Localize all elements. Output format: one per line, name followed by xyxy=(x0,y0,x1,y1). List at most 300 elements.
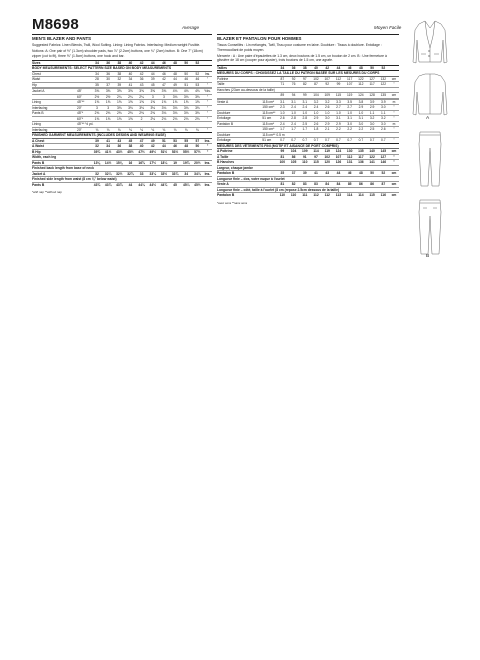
value-cell: 81 xyxy=(277,154,288,160)
value-cell: 48 xyxy=(181,144,192,150)
blazer-back-icon xyxy=(413,74,447,115)
view-b-label: B xyxy=(426,254,430,259)
pattern-number: M8698 xyxy=(32,16,79,33)
value-cell: 47½ xyxy=(136,149,147,155)
value-cell: 87 xyxy=(277,76,288,82)
value-cell: 1⅝ xyxy=(147,100,158,106)
value-cell: 15⅛ xyxy=(114,160,125,166)
value-cell: 42 xyxy=(147,144,158,150)
size-cell: 44 xyxy=(333,65,344,71)
row-label: A Taille xyxy=(217,154,262,160)
value-cell: 35 xyxy=(91,82,102,88)
value-cell: 3⅛ xyxy=(158,105,169,111)
unit-cell: cm xyxy=(389,93,399,99)
value-cell: 114 xyxy=(355,193,366,198)
value-cell: 3.5 xyxy=(344,99,355,105)
row-sub-label: 150 cm* xyxy=(262,127,276,133)
value-cell: 0.7 xyxy=(367,138,378,144)
value-cell: 40 xyxy=(125,71,136,77)
row-label: Lining xyxy=(32,100,77,106)
unit-cell: Ins. xyxy=(204,182,211,187)
value-cell: 3.3 xyxy=(333,99,344,105)
value-cell: 33 xyxy=(136,171,147,177)
value-cell: 3 xyxy=(147,94,158,100)
value-cell: ⅛ xyxy=(103,127,114,133)
row-label: B Hanches xyxy=(217,160,262,166)
value-cell: 3⅛ xyxy=(169,94,180,100)
row-sub-label xyxy=(262,193,276,198)
value-cell: 3⅛ xyxy=(181,105,192,111)
value-cell: 1⅝ xyxy=(125,100,136,106)
value-cell: 38 xyxy=(114,71,125,77)
value-cell: 46 xyxy=(181,77,192,83)
value-cell: 122 xyxy=(367,154,378,160)
value-cell: 86 xyxy=(367,182,378,188)
value-cell: 2¼ xyxy=(114,94,125,100)
value-cell: 2½ xyxy=(91,94,102,100)
value-cell: 1.0 xyxy=(288,110,299,116)
unit-cell: " xyxy=(389,110,399,116)
value-cell: 32 xyxy=(114,77,125,83)
value-cell: 44 xyxy=(333,171,344,177)
value-cell: 2.9 xyxy=(367,105,378,111)
value-cell: 45 xyxy=(125,138,136,144)
value-cell: 47 xyxy=(136,138,147,144)
value-cell: 83 xyxy=(299,182,310,188)
value-cell: 2.2 xyxy=(344,127,355,133)
value-cell: 30 xyxy=(103,77,114,83)
value-cell: 44¼ xyxy=(136,182,147,187)
value-cell: ⅛ xyxy=(114,127,125,133)
difficulty-fr: Moyen Facile xyxy=(374,25,402,30)
table-heading: BODY MEASUREMENTS: SELECT PATTERN SIZE BASED ON BODY MEASUREMENTS xyxy=(32,66,212,72)
size-cell: 50 xyxy=(367,65,378,71)
unit-cell: Ins. xyxy=(204,171,211,176)
table-row xyxy=(217,193,399,198)
value-cell: 84 xyxy=(333,182,344,188)
value-cell: 2⅜ xyxy=(114,111,125,117)
value-cell: 13⅛ xyxy=(91,160,102,166)
value-cell: 2⅜ xyxy=(125,111,136,117)
value-cell: 115 xyxy=(333,93,344,99)
value-cell: 3⅛ xyxy=(169,105,180,111)
row-label: Doublure xyxy=(217,110,262,116)
value-cell: 2.2 xyxy=(355,127,366,133)
value-cell: 45½ xyxy=(192,182,203,187)
value-cell: 32¼ xyxy=(103,171,114,177)
unit-cell: cm xyxy=(389,149,399,155)
value-cell: 3.9 xyxy=(367,99,378,105)
table-heading: MESURES DES VÊTEMENTS FINI (MOTIF ET AISANCE DE PORT COMPRIS) xyxy=(217,143,399,149)
row-label: Width, each leg xyxy=(32,155,212,161)
value-cell: 0.7 xyxy=(310,138,321,144)
value-cell: 3.1 xyxy=(277,99,288,105)
size-cell: 46 xyxy=(344,65,355,71)
value-cell: 127 xyxy=(367,76,378,82)
value-cell: 105 xyxy=(288,160,299,166)
value-cell: 46 xyxy=(344,171,355,177)
value-cell: 19 xyxy=(169,160,180,166)
value-cell: 117 xyxy=(344,76,355,82)
value-cell: 107 xyxy=(333,154,344,160)
value-cell: 112 xyxy=(333,76,344,82)
size-cell: 48 xyxy=(355,65,366,71)
notions-paragraph: Mercerie : A : Une paire d'épaulettes de 1.3 cm, deux boutons de 1.5 cm, un bouton de 2 cm. B : Une fermeture à glissière de 18 cm (couper pour ajuster), trois boutons de 1.5 cm, une agrafe. xyxy=(217,53,387,63)
unit-cell: " xyxy=(389,105,399,111)
value-cell: 1.0 xyxy=(299,110,310,116)
notions-paragraph: Notions: A: One pair of ½" (1.3cm) shoulder pads, two ⅞" (2.2cm) buttons, one ¾" (2cm) button. B: One 7" (18cm) zipper (cut to fit), three ⅝" (1.5cm) buttons, one hook and bar. xyxy=(32,49,203,58)
value-cell: 35 xyxy=(277,171,288,177)
value-cell: 110 xyxy=(288,193,299,198)
value-cell: 2⅜ xyxy=(147,111,158,117)
size-cell: 36 xyxy=(288,65,299,71)
unit-cell: " xyxy=(203,100,212,106)
pants-front-icon xyxy=(419,132,441,186)
value-cell: 107 xyxy=(322,76,333,82)
value-cell: 2⅜ xyxy=(136,111,147,117)
value-cell: 34 xyxy=(181,171,192,177)
value-cell: 140 xyxy=(367,149,378,155)
size-cell: 34 xyxy=(277,65,288,71)
size-cell: 52 xyxy=(192,60,203,66)
value-cell: 3.0 xyxy=(378,105,389,111)
unit-cell: " xyxy=(203,149,212,155)
value-cell: 1⅝ xyxy=(91,116,102,122)
value-cell: 46 xyxy=(158,71,169,77)
row-label: Poitrine xyxy=(217,76,262,82)
value-cell: 2.9 xyxy=(355,105,366,111)
value-cell: 43¾ xyxy=(114,182,125,187)
unit-cell: Ins. xyxy=(204,71,211,76)
value-cell: 3.0 xyxy=(344,121,355,127)
value-cell: 0.7 xyxy=(277,138,288,144)
value-cell: 3 xyxy=(103,105,114,111)
value-cell: 1⅝ xyxy=(181,100,192,106)
value-cell: 36 xyxy=(136,77,147,83)
unit-cell: " xyxy=(203,127,212,133)
size-cell: 44 xyxy=(147,60,158,66)
row-label: Finished side length from waist (8 cm ⅛" below waist) xyxy=(32,177,212,183)
value-cell: 4⅛ xyxy=(192,89,203,95)
value-cell: 3.1 xyxy=(344,116,355,122)
unit-cell: " xyxy=(389,138,399,144)
fabrics-paragraph: Tissus Conseillés : Lin mélangés, Twill, Tissu pour costume en laine. Doublure : Tissus à doublure. Entoilage : Thermocollant de poids moyen. xyxy=(217,43,382,52)
value-cell: 2.6 xyxy=(310,121,321,127)
value-cell: 104 xyxy=(310,93,321,99)
value-cell: 115 xyxy=(310,160,321,166)
unit-cell: " xyxy=(203,116,212,122)
value-cell: 32½ xyxy=(114,171,125,177)
size-cell: 40 xyxy=(125,60,136,66)
value-cell: ⅛ xyxy=(169,127,180,133)
value-cell: 3⅛ xyxy=(158,111,169,117)
value-cell: 83 xyxy=(310,182,321,188)
value-cell: 1⅝ xyxy=(136,100,147,106)
value-cell: 82 xyxy=(299,82,310,88)
value-cell: 113 xyxy=(333,193,344,198)
value-cell: 3⅛ xyxy=(125,105,136,111)
value-cell: 87 xyxy=(378,182,389,188)
value-cell: 20½ xyxy=(192,160,203,166)
row-sub-label: 45"** ½ yd. xyxy=(77,122,212,128)
value-cell: 0.7 xyxy=(333,138,344,144)
value-cell: 2.5 xyxy=(299,121,310,127)
value-cell: 0.7 xyxy=(288,138,299,144)
size-cell: 42 xyxy=(322,65,333,71)
value-cell: 2.6 xyxy=(277,116,288,122)
table-heading-row xyxy=(217,71,399,77)
value-cell: 34¼ xyxy=(192,171,203,177)
value-cell: 1.0 xyxy=(344,110,355,116)
value-cell: 0.7 xyxy=(378,138,389,144)
value-cell: 4⅛ xyxy=(169,89,180,95)
value-cell: 126 xyxy=(333,160,344,166)
sketch-art xyxy=(405,18,455,268)
value-cell: 33½ xyxy=(158,171,169,177)
value-cell: 19¾ xyxy=(181,160,192,166)
value-cell: 99 xyxy=(299,93,310,99)
value-cell: 44¾ xyxy=(158,182,169,187)
row-sub-label: 51 cm xyxy=(262,116,276,122)
value-cell: 2⅛ xyxy=(181,116,192,122)
value-cell: 2.4 xyxy=(299,105,310,111)
value-cell: 33¼ xyxy=(147,171,158,177)
value-cell: 33¾ xyxy=(169,171,180,177)
value-cell: 120 xyxy=(322,160,333,166)
value-cell: 0.7 xyxy=(299,138,310,144)
value-cell: 110 xyxy=(299,160,310,166)
value-cell: 1⅝ xyxy=(114,100,125,106)
footnote: *with nap **without nap xyxy=(32,190,62,195)
value-cell: 1⅝ xyxy=(103,100,114,106)
value-cell: 111 xyxy=(299,193,310,198)
value-cell: 1.7 xyxy=(277,127,288,133)
value-cell: 50 xyxy=(181,71,192,77)
value-cell: 2.3 xyxy=(277,105,288,111)
value-cell: 1.0 xyxy=(277,110,288,116)
value-cell: 28 xyxy=(91,77,102,83)
value-cell: 2.6 xyxy=(322,105,333,111)
value-cell: 3⅛ xyxy=(147,105,158,111)
value-cell: 41 xyxy=(310,171,321,177)
value-cell: 1⅝ xyxy=(158,100,169,106)
value-cell: 40 xyxy=(136,144,147,150)
value-cell: 50 xyxy=(367,171,378,177)
value-cell: 2.8 xyxy=(299,116,310,122)
value-cell: 124 xyxy=(333,149,344,155)
value-cell: 3⅝ xyxy=(125,89,136,95)
value-cell: 32¾ xyxy=(125,171,136,177)
row-sub-label: 20" xyxy=(77,105,91,111)
value-cell: 53½ xyxy=(169,149,180,155)
value-cell: 141 xyxy=(367,160,378,166)
row-sub-label: 60" xyxy=(77,94,91,100)
value-cell: 39 xyxy=(299,171,310,177)
size-cell: 40 xyxy=(310,65,321,71)
value-cell: 112 xyxy=(322,193,333,198)
value-cell: 1.0 xyxy=(333,110,344,116)
row-label: Waist xyxy=(32,77,77,83)
value-cell: 53 xyxy=(192,82,203,88)
row-label: A Waist xyxy=(32,144,77,150)
unit-cell: " xyxy=(203,111,212,117)
unit-cell: " xyxy=(203,105,212,111)
row-label: Veste A xyxy=(217,99,262,105)
value-cell: 97 xyxy=(310,154,321,160)
value-cell: 44 xyxy=(158,144,169,150)
value-cell: 122 xyxy=(355,76,366,82)
value-cell: 2½ xyxy=(103,94,114,100)
value-cell: 14½ xyxy=(103,160,114,166)
value-cell: 3⅛ xyxy=(114,105,125,111)
row-label: Taille xyxy=(217,82,262,88)
value-cell: 32 xyxy=(91,171,102,177)
value-cell: 2¼ xyxy=(136,94,147,100)
value-cell: 2¼ xyxy=(125,94,136,100)
value-cell: 1⅝ xyxy=(169,100,180,106)
size-cell: 46 xyxy=(158,60,169,66)
value-cell: 36 xyxy=(103,71,114,77)
value-cell: 117 xyxy=(355,154,366,160)
value-cell: 119 xyxy=(344,93,355,99)
value-cell: 48 xyxy=(355,171,366,177)
row-label: Lining xyxy=(32,122,77,128)
row-sub-label: 51 cm xyxy=(262,138,276,144)
value-cell: 3⅛ xyxy=(192,111,203,117)
technical-sketches xyxy=(405,18,455,273)
value-cell: 43 xyxy=(114,138,125,144)
value-cell: 43¾ xyxy=(103,182,114,187)
value-cell: 3.2 xyxy=(310,99,321,105)
row-sub-label: 60"* xyxy=(77,116,91,122)
value-cell: 116 xyxy=(378,193,389,198)
value-cell: 3.0 xyxy=(322,116,333,122)
value-cell: 109 xyxy=(299,149,310,155)
value-cell: 3.9 xyxy=(378,99,389,105)
value-cell: 2.6 xyxy=(378,127,389,133)
french-column xyxy=(217,34,399,205)
value-cell: 117 xyxy=(367,82,378,88)
value-cell: 38 xyxy=(125,144,136,150)
value-cell: 43 xyxy=(136,82,147,88)
value-cell: 2⅛ xyxy=(192,116,203,122)
value-cell: 2.4 xyxy=(288,105,299,111)
row-label: Jacket A xyxy=(32,89,77,95)
measurement-table xyxy=(217,65,399,198)
value-cell: 2.2 xyxy=(333,127,344,133)
value-cell: 46 xyxy=(169,144,180,150)
value-cell: 43¾ xyxy=(91,182,102,187)
value-cell: ⅛ xyxy=(125,127,136,133)
value-cell: 114 xyxy=(344,193,355,198)
value-cell: 2.4 xyxy=(277,121,288,127)
size-cell: 38 xyxy=(299,65,310,71)
value-cell: 92 xyxy=(322,82,333,88)
value-cell: 3⅝ xyxy=(147,89,158,95)
value-cell: 1⅝ xyxy=(103,116,114,122)
value-cell: 114 xyxy=(310,149,321,155)
value-cell: ⅛ xyxy=(192,127,203,133)
unit-cell: cm xyxy=(389,193,399,198)
value-cell: 52 xyxy=(192,71,203,77)
row-sub-label: 115 cm* xyxy=(262,99,276,105)
value-cell: ⅛ xyxy=(158,127,169,133)
value-cell: 131 xyxy=(344,160,355,166)
value-cell: 3⅝ xyxy=(114,89,125,95)
value-cell: 41 xyxy=(125,82,136,88)
section-title: MEN'S BLAZER AND PANTS xyxy=(32,34,212,41)
value-cell: 51½ xyxy=(158,149,169,155)
value-cell: 94 xyxy=(288,93,299,99)
value-cell: 1⅝ xyxy=(125,116,136,122)
value-cell: 86 xyxy=(355,182,366,188)
value-cell: 4⅛ xyxy=(181,89,192,95)
value-cell: 50 xyxy=(192,144,203,150)
row-label: Largeur, chaque jambe xyxy=(217,165,399,171)
row-sub-label: 115 cm** 0.5 m xyxy=(262,132,399,138)
unit-cell: cm xyxy=(389,171,399,177)
value-cell: 2⅛ xyxy=(169,116,180,122)
row-label: Pantalon B xyxy=(217,171,262,177)
value-cell: 76 xyxy=(288,82,299,88)
measurement-table xyxy=(32,60,212,188)
value-cell: 2⅛ xyxy=(158,116,169,122)
value-cell: 71 xyxy=(277,82,288,88)
row-label: Pants B xyxy=(32,182,77,187)
view-a-label: A xyxy=(426,116,430,121)
value-cell: 119 xyxy=(322,149,333,155)
value-cell: 1⅝ xyxy=(114,116,125,122)
row-sub-label: 45" xyxy=(77,89,91,95)
unit-cell: Yds. xyxy=(204,89,211,94)
value-cell: 41½ xyxy=(103,149,114,155)
value-cell: 145 xyxy=(378,149,389,155)
value-cell: 53 xyxy=(169,138,180,144)
value-cell: 3⅛ xyxy=(136,105,147,111)
row-label: Hip xyxy=(32,82,77,88)
value-cell: 3⅛ xyxy=(181,94,192,100)
value-cell: 1.1 xyxy=(378,110,389,116)
value-cell: 2⅜ xyxy=(103,111,114,117)
row-label: Doublure xyxy=(217,132,262,138)
value-cell: 2.7 xyxy=(333,105,344,111)
value-cell: 124 xyxy=(355,93,366,99)
value-cell: 45 xyxy=(169,182,180,187)
value-cell: 130 xyxy=(344,149,355,155)
value-cell: 3.2 xyxy=(322,99,333,105)
row-label: Entoilage xyxy=(217,138,262,144)
size-cell: 52 xyxy=(378,65,389,71)
value-cell: 1.7 xyxy=(299,127,310,133)
value-cell: 0.7 xyxy=(322,138,333,144)
value-cell: 122 xyxy=(378,82,389,88)
value-cell: 47 xyxy=(158,82,169,88)
value-cell: 3.0 xyxy=(378,121,389,127)
sizes-label: Sizes xyxy=(32,60,77,66)
row-label: Interfacing xyxy=(32,127,77,133)
value-cell: 41 xyxy=(103,138,114,144)
value-cell: 43½ xyxy=(114,149,125,155)
unit-cell: " xyxy=(389,160,399,166)
value-cell: 37 xyxy=(103,82,114,88)
value-cell: 46 xyxy=(192,77,203,83)
value-cell: 57½ xyxy=(192,149,203,155)
value-cell: 3⅝ xyxy=(91,89,102,95)
value-cell: 107 xyxy=(344,82,355,88)
value-cell: 135 xyxy=(378,93,389,99)
value-cell: 2.7 xyxy=(344,105,355,111)
value-cell: ⅛ xyxy=(181,127,192,133)
